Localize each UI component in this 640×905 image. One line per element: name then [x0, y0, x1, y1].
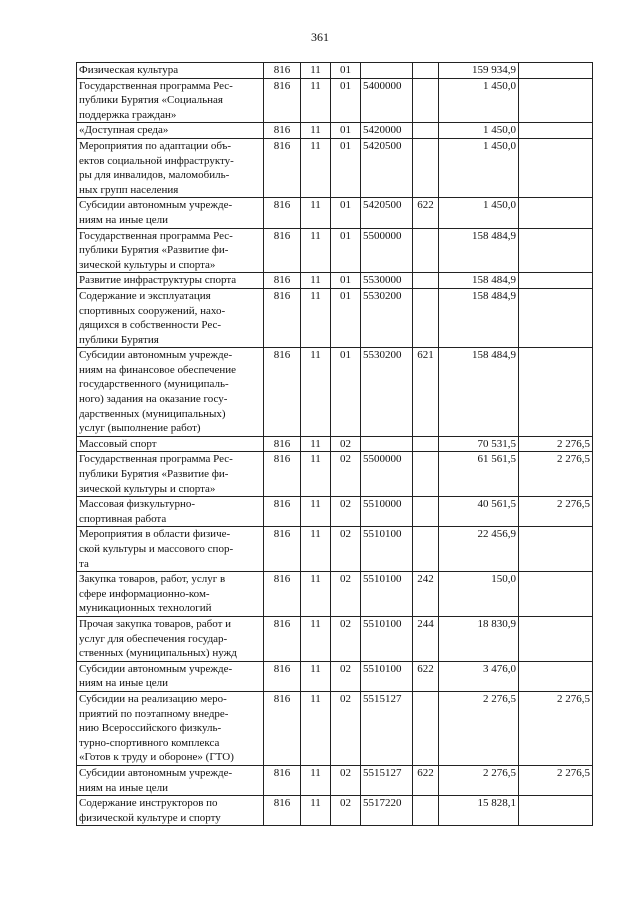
table-row	[77, 123, 593, 139]
amount-cell: 15 828,1	[439, 796, 519, 826]
item-name-cell: Физическая культура	[77, 63, 264, 79]
subsection-code-cell: 01	[331, 273, 361, 289]
table-row	[77, 572, 593, 617]
expense-type-code-cell	[413, 63, 439, 79]
table-row	[77, 348, 593, 437]
expense-type-code-cell	[413, 78, 439, 123]
target-article-code-cell: 5530200	[361, 288, 413, 347]
item-name-cell: Государственная программа Рес- публики Бурятия «Развитие фи- зической культуры и спорта»	[77, 228, 264, 273]
subsection-code-cell: 01	[331, 288, 361, 347]
expense-type-code-cell	[413, 228, 439, 273]
section-code-cell: 11	[301, 63, 331, 79]
federal-amount-cell	[519, 63, 593, 79]
section-code-cell: 11	[301, 436, 331, 452]
federal-amount-cell	[519, 138, 593, 197]
item-name-cell: Мероприятия по адаптации объ- ектов социальной инфраструкту- ры для инвалидов, маломобиль- ных групп населения	[77, 138, 264, 197]
subsection-code-cell: 01	[331, 123, 361, 139]
section-code-cell: 11	[301, 273, 331, 289]
section-code-cell: 11	[301, 572, 331, 617]
budget-table	[76, 62, 593, 826]
target-article-code-cell	[361, 63, 413, 79]
item-name-cell: Развитие инфраструктуры спорта	[77, 273, 264, 289]
table-row	[77, 78, 593, 123]
section-code-cell: 11	[301, 228, 331, 273]
expense-type-code-cell: 621	[413, 348, 439, 437]
federal-amount-cell	[519, 123, 593, 139]
target-article-code-cell: 5420000	[361, 123, 413, 139]
table-row	[77, 63, 593, 79]
expense-type-code-cell: 242	[413, 572, 439, 617]
federal-amount-cell	[519, 228, 593, 273]
subsection-code-cell: 01	[331, 138, 361, 197]
expense-type-code-cell: 622	[413, 198, 439, 228]
section-code-cell: 11	[301, 691, 331, 765]
expense-type-code-cell	[413, 138, 439, 197]
federal-amount-cell: 2 276,5	[519, 452, 593, 497]
department-code-cell: 816	[264, 691, 301, 765]
section-code-cell: 11	[301, 527, 331, 572]
target-article-code-cell: 5420500	[361, 198, 413, 228]
section-code-cell: 11	[301, 616, 331, 661]
amount-cell: 158 484,9	[439, 288, 519, 347]
amount-cell: 1 450,0	[439, 123, 519, 139]
item-name-cell: Массовый спорт	[77, 436, 264, 452]
expense-type-code-cell	[413, 691, 439, 765]
federal-amount-cell	[519, 198, 593, 228]
department-code-cell: 816	[264, 123, 301, 139]
expense-type-code-cell	[413, 288, 439, 347]
section-code-cell: 11	[301, 123, 331, 139]
amount-cell: 1 450,0	[439, 138, 519, 197]
section-code-cell: 11	[301, 138, 331, 197]
department-code-cell: 816	[264, 138, 301, 197]
target-article-code-cell: 5400000	[361, 78, 413, 123]
item-name-cell: Субсидии автономным учрежде- ниям на иные цели	[77, 661, 264, 691]
section-code-cell: 11	[301, 661, 331, 691]
federal-amount-cell	[519, 78, 593, 123]
federal-amount-cell	[519, 572, 593, 617]
table-row	[77, 796, 593, 826]
amount-cell: 3 476,0	[439, 661, 519, 691]
subsection-code-cell: 01	[331, 348, 361, 437]
section-code-cell: 11	[301, 765, 331, 795]
federal-amount-cell	[519, 661, 593, 691]
expense-type-code-cell: 244	[413, 616, 439, 661]
table-body	[77, 63, 593, 826]
target-article-code-cell: 5515127	[361, 765, 413, 795]
subsection-code-cell: 01	[331, 63, 361, 79]
expense-type-code-cell	[413, 796, 439, 826]
item-name-cell: Субсидии на реализацию меро- приятий по поэтапному внедре- нию Всероссийского физкуль- турно-спортивного комплекса «Готов к труду и обороне» (ГТО)	[77, 691, 264, 765]
section-code-cell: 11	[301, 497, 331, 527]
section-code-cell: 11	[301, 348, 331, 437]
amount-cell: 18 830,9	[439, 616, 519, 661]
item-name-cell: Субсидии автономным учрежде- ниям на иные цели	[77, 198, 264, 228]
department-code-cell: 816	[264, 765, 301, 795]
department-code-cell: 816	[264, 796, 301, 826]
target-article-code-cell: 5515127	[361, 691, 413, 765]
target-article-code-cell: 5510100	[361, 661, 413, 691]
federal-amount-cell	[519, 288, 593, 347]
table-row	[77, 198, 593, 228]
subsection-code-cell: 02	[331, 691, 361, 765]
amount-cell: 1 450,0	[439, 78, 519, 123]
federal-amount-cell: 2 276,5	[519, 497, 593, 527]
item-name-cell: «Доступная среда»	[77, 123, 264, 139]
department-code-cell: 816	[264, 228, 301, 273]
table-row	[77, 288, 593, 347]
target-article-code-cell: 5510100	[361, 616, 413, 661]
federal-amount-cell: 2 276,5	[519, 691, 593, 765]
subsection-code-cell: 02	[331, 765, 361, 795]
subsection-code-cell: 02	[331, 796, 361, 826]
page-number: 361	[311, 30, 329, 44]
table-row	[77, 691, 593, 765]
department-code-cell: 816	[264, 616, 301, 661]
amount-cell: 22 456,9	[439, 527, 519, 572]
subsection-code-cell: 02	[331, 661, 361, 691]
federal-amount-cell	[519, 348, 593, 437]
target-article-code-cell: 5500000	[361, 228, 413, 273]
expense-type-code-cell	[413, 527, 439, 572]
expense-type-code-cell	[413, 273, 439, 289]
item-name-cell: Прочая закупка товаров, работ и услуг для обеспечения государ- ственных (муниципальных) нужд	[77, 616, 264, 661]
target-article-code-cell: 5530200	[361, 348, 413, 437]
department-code-cell: 816	[264, 572, 301, 617]
amount-cell: 159 934,9	[439, 63, 519, 79]
department-code-cell: 816	[264, 78, 301, 123]
amount-cell: 158 484,9	[439, 228, 519, 273]
table-row	[77, 527, 593, 572]
federal-amount-cell: 2 276,5	[519, 765, 593, 795]
item-name-cell: Закупка товаров, работ, услуг в сфере информационно-ком- муникационных технологий	[77, 572, 264, 617]
subsection-code-cell: 01	[331, 228, 361, 273]
amount-cell: 2 276,5	[439, 691, 519, 765]
amount-cell: 150,0	[439, 572, 519, 617]
section-code-cell: 11	[301, 796, 331, 826]
department-code-cell: 816	[264, 63, 301, 79]
table-row	[77, 452, 593, 497]
department-code-cell: 816	[264, 527, 301, 572]
table-row	[77, 228, 593, 273]
item-name-cell: Субсидии автономным учрежде- ниям на иные цели	[77, 765, 264, 795]
table-row	[77, 138, 593, 197]
item-name-cell: Субсидии автономным учрежде- ниям на финансовое обеспечение государственного (муниципаль- ного) задания на оказание госу- дарственных (муниципальных) услуг (выполнение работ)	[77, 348, 264, 437]
department-code-cell: 816	[264, 348, 301, 437]
amount-cell: 158 484,9	[439, 348, 519, 437]
expense-type-code-cell	[413, 436, 439, 452]
federal-amount-cell	[519, 616, 593, 661]
table-row	[77, 616, 593, 661]
subsection-code-cell: 02	[331, 616, 361, 661]
subsection-code-cell: 01	[331, 78, 361, 123]
expense-type-code-cell	[413, 123, 439, 139]
subsection-code-cell: 02	[331, 436, 361, 452]
federal-amount-cell: 2 276,5	[519, 436, 593, 452]
expense-type-code-cell: 622	[413, 765, 439, 795]
subsection-code-cell: 02	[331, 572, 361, 617]
target-article-code-cell: 5420500	[361, 138, 413, 197]
table-row	[77, 661, 593, 691]
section-code-cell: 11	[301, 288, 331, 347]
item-name-cell: Государственная программа Рес- публики Бурятия «Социальная поддержка граждан»	[77, 78, 264, 123]
table-row	[77, 436, 593, 452]
department-code-cell: 816	[264, 436, 301, 452]
item-name-cell: Содержание и эксплуатация спортивных сооружений, нахо- дящихся в собственности Рес- публики Бурятия	[77, 288, 264, 347]
item-name-cell: Государственная программа Рес- публики Бурятия «Развитие фи- зической культуры и спорта»	[77, 452, 264, 497]
subsection-code-cell: 02	[331, 452, 361, 497]
subsection-code-cell: 01	[331, 198, 361, 228]
item-name-cell: Содержание инструкторов по физической культуре и спорту	[77, 796, 264, 826]
section-code-cell: 11	[301, 452, 331, 497]
amount-cell: 40 561,5	[439, 497, 519, 527]
amount-cell: 61 561,5	[439, 452, 519, 497]
subsection-code-cell: 02	[331, 497, 361, 527]
federal-amount-cell	[519, 796, 593, 826]
amount-cell: 158 484,9	[439, 273, 519, 289]
item-name-cell: Массовая физкультурно- спортивная работа	[77, 497, 264, 527]
target-article-code-cell: 5530000	[361, 273, 413, 289]
section-code-cell: 11	[301, 198, 331, 228]
section-code-cell: 11	[301, 78, 331, 123]
department-code-cell: 816	[264, 497, 301, 527]
table-row	[77, 497, 593, 527]
department-code-cell: 816	[264, 288, 301, 347]
amount-cell: 2 276,5	[439, 765, 519, 795]
department-code-cell: 816	[264, 661, 301, 691]
amount-cell: 1 450,0	[439, 198, 519, 228]
federal-amount-cell	[519, 527, 593, 572]
expense-type-code-cell	[413, 452, 439, 497]
federal-amount-cell	[519, 273, 593, 289]
expense-type-code-cell	[413, 497, 439, 527]
subsection-code-cell: 02	[331, 527, 361, 572]
department-code-cell: 816	[264, 273, 301, 289]
target-article-code-cell: 5510000	[361, 497, 413, 527]
target-article-code-cell	[361, 436, 413, 452]
department-code-cell: 816	[264, 198, 301, 228]
target-article-code-cell: 5510100	[361, 527, 413, 572]
target-article-code-cell: 5500000	[361, 452, 413, 497]
table-row	[77, 273, 593, 289]
target-article-code-cell: 5510100	[361, 572, 413, 617]
amount-cell: 70 531,5	[439, 436, 519, 452]
table-row	[77, 765, 593, 795]
item-name-cell: Мероприятия в области физиче- ской культуры и массового спор- та	[77, 527, 264, 572]
department-code-cell: 816	[264, 452, 301, 497]
expense-type-code-cell: 622	[413, 661, 439, 691]
target-article-code-cell: 5517220	[361, 796, 413, 826]
